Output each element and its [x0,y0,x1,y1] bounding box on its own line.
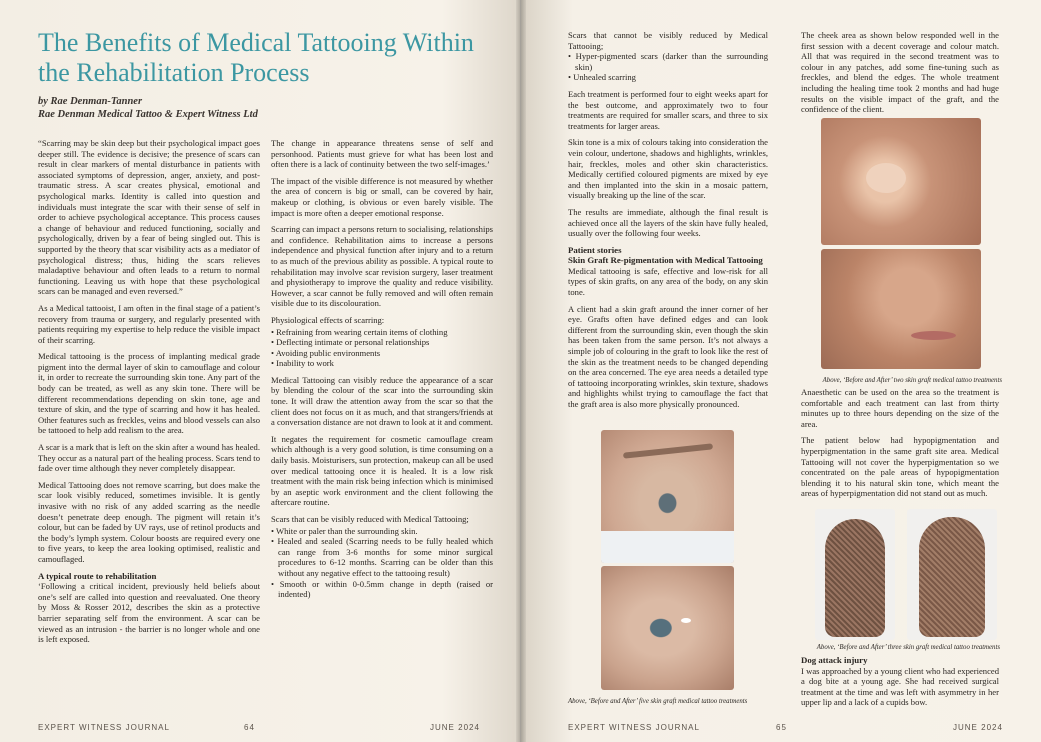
cheek-after-photo [821,249,981,369]
paragraph: “Scarring may be skin deep but their psychological impact goes deeper still. The evidence is decisive; the presence of scars can result in clear markers of mental disturbance in patients with associated symptoms of depression, anger, anxiety, and post-traumatic stress. A scar creates physical, emotional and psychological marks. Identity is called into question and individuals must integrate the scar with their sense of self in order to achieve psychological acceptance. This process causes a change of behaviour and reduced functioning, socially and psychologically, driven by a fear of being singled out. This is supported by the theory that scar visibility acts as a mediator of psychological distress; thus, hiding the scars relieves maladaptive behaviour and often leads to a return to normal functioning. Leaving us with hope that these psychological scars can be managed and even reversed.” [38,138,260,297]
byline [38,95,478,121]
subheading: Skin Graft Re-pigmentation with Medical Tattooing [568,255,763,266]
graft-patch-shape [866,163,906,193]
footer-page-number: 64 [244,723,255,732]
page-65 [521,0,1041,742]
paragraph: The patient below had hypopigmentation and hyperpigmentation in the same graft site area. Medical Tattooing will not cover the hyperpigmentation so we concentrated on the pale areas of hypopigmentation blending it to his natural skin tone, which meant the areas of hyperpigmentation did not stand out as much. [801,435,999,499]
paragraph: Medical tattooing is safe, effective and low-risk for all types of skin grafts, on any area of the body, on any skin tone. [568,265,768,298]
column-4-end [801,655,999,714]
light-reflection-shape [681,618,691,623]
list-item: • Refraining from wearing certain items of clothing [271,327,493,338]
paragraph: Medical Tattooing can visibly reduce the appearance of a scar by blending the colour of the scar into the surrounding skin tone. It will draw the attention away from the scar so that the client does not focus on it as much, and that strangers/friends at a conversation distance are not drawn to look at it and comment. [271,374,493,428]
list-item: • Healed and sealed (Scarring needs to be fully healed which can range from 3-6 months for some minor surgical procedures to 6-12 months. Scarring can be older than this without any negative effect to the tattooing result) [271,536,493,578]
paragraph: It negates the requirement for cosmetic camouflage cream which although is a very good solution, is time consuming on a daily basis. Moisturisers, sun protection, makeup can all be used over medical tattooing once it is healed. It is a low risk treatment with the main risk being infection which is minimised by an aseptic work environment and the client following the aftercare routine. [271,433,493,508]
column-4-continued [801,387,999,505]
paragraph: Scars that can be visibly reduced with Medical Tattooing; [271,514,469,524]
paragraph: Scars that cannot be visibly reduced by Medical Tattooing; [568,30,768,51]
paragraph: Scarring can impact a persons return to socialising, relationships and confidence. Rehabilitation aims to increase a persons independence and physical function after injury and to a return to as much of the previous ability as possible. A typical route to rehabilitation may involve scar revision surgery, laser treatment and physiotherapy to improve the quality and reduce visibility. However, a scar cannot be fully removed and will often remain visible due to its discolouration. [271,224,493,309]
eye-after-photo [601,566,734,690]
page-gutter [516,0,526,742]
list-item: • Deflecting intimate or personal relationships [271,337,493,348]
eye-before-photo [601,430,734,563]
bullet-list [271,327,493,369]
leg-before-photo [815,509,895,640]
paragraph: The cheek area as shown below responded well in the first session with a decent coverage and colour match. All that was required in the second treatment was to colour in any patches, add some fine-tuning such as freckles, and blend the edges. The whole treatment including the healing time took 2 months and had huge results on the visible impact of the graft, and the confidence of the client. [801,30,999,115]
graft-texture-shape [919,517,985,637]
column-3 [568,30,768,416]
list-item: • Avoiding public environments [271,348,493,359]
eyebrow-shape [623,443,713,458]
list-item: • Unhealed scarring [568,72,768,83]
bullet-list [271,526,493,600]
paragraph: Each treatment is performed four to eight weeks apart for the best outcome, and approximately two to four treatments are required for smaller scars, and three to six treatments for larger areas. [568,88,768,131]
paragraph: A client had a skin graft around the inner corner of her eye. Grafts often have defined edges and can look different from the surrounding skin, even though the skin has been taken from the same person. It’s not always a simple job of colouring in the graft to look like the rest of the skin as the treatment needs to be changed depending on the area concerned. The eye area needs a detailed type of tattooing incorporating wrinkles, skin texture, shadows and highlights whilst trying to camouflage the fact that the graft area is also more physically pronounced. [568,303,768,409]
paragraph: A scar is a mark that is left on the skin after a wound has healed. They occur as a natural part of the healing process. Scars tend to fade over time although they never completely disappear. [38,442,260,474]
paragraph: The change in appearance threatens sense of self and personhood. Patients must grieve for what has been lost and often there is a lack of continuity between the two self-images.’ [271,138,493,170]
footer-journal: EXPERT WITNESS JOURNAL [568,723,700,732]
face-mask-shape [601,531,734,563]
column-1 [38,138,260,651]
list-item: • Inability to work [271,358,493,369]
author-company: Rae Denman Medical Tattoo & Expert Witness Ltd [38,109,258,120]
paragraph: Anaesthetic can be used on the area so the treatment is comfortable and each treatment can last from thirty minutes up to three hours depending on the size of the area. [801,387,999,429]
eye-photo-caption: Above, ‘Before and After’ five skin graft medical tattoo treatments [568,698,748,705]
lips-shape [911,331,956,340]
list-item: • Smooth or within 0-0.5mm change in depth (raised or indented) [271,579,493,600]
footer-page-number: 65 [776,723,787,732]
cheek-before-photo [821,118,981,245]
paragraph: I was approached by a young client who had experienced a dog bite at a young age. She had received surgical treatment at the time and was left with asymmetry in her upper lip and a lack of a cupids bow. [801,665,999,708]
paragraph: ‘Following a critical incident, previously held beliefs about one’s self are called into question and reevaluated. One theory by Moss & Rosser 2012, describes the skin as a protective barrier separating self from the environment. A scar can be viewed as an intrusion - the barrier is no longer whole and one is left exposed. [38,581,260,645]
author-name: by Rae Denman-Tanner [38,96,143,107]
section-heading: Patient stories [568,244,622,255]
page-64 [0,0,520,742]
leg-photo-caption: Above, ‘Before and After’ three skin graft medical tattoo treatments [816,644,1000,651]
paragraph: As a Medical tattooist, I am often in the final stage of a patient’s recovery from trauma or surgery, and regularly presented with patients requiring my expertise to help reduce the visible impact of their scarring. [38,302,260,345]
footer-date: JUNE 2024 [953,723,1003,732]
footer-journal: EXPERT WITNESS JOURNAL [38,723,170,732]
list-item: • Hyper-pigmented scars (darker than the surrounding skin) [568,51,768,72]
paragraph: The results are immediate, although the final result is achieved once all the layers of the skin have fully healed, usually over the following four weeks. [568,206,768,239]
cheek-photo-caption: Above, ‘Before and After’ two skin graft medical tattoo treatments [822,377,1002,384]
list-item: • White or paler than the surrounding skin. [271,526,493,537]
paragraph: Medical tattooing is the process of implanting medical grade pigment into the dermal layer of skin to camouflage and colour it, in order to recreate the surrounding skin tone. Any part of the body can be treated, as well as any skin tone. There will be different recommendations depending on skin tone, age and texture of skin, and the type of scarring and how it has healed. Other features such as freckles, veins and blood vessels can also be tattooed to help add realism to the area. [38,351,260,436]
bullet-list [568,51,768,83]
paragraph: Skin tone is a mix of colours taking into consideration the vein colour, undertone, shadows and highlights, wrinkles, hair, freckles, moles and other skin characteristics. Medically certified coloured pigments are mixed by eye and then implanted into the skin in a mosaic pattern, visually breaking up the line of the scar. [568,137,768,201]
leg-after-photo [907,509,997,640]
article-title: The Benefits of Medical Tattooing Within the Rehabilitation Process [38,28,474,87]
footer-date: JUNE 2024 [430,723,480,732]
section-heading: A typical route to rehabilitation [38,570,157,581]
graft-texture-shape [825,519,885,637]
column-2 [271,138,493,606]
column-4 [801,30,999,121]
paragraph: The impact of the visible difference is not measured by whether the area of concern is big or small, can be covered by hair, makeup or clothing, is obvious or even barely visible. The impact is more often a deeper emotional response. [271,175,493,218]
subheading: Dog attack injury [801,655,868,665]
paragraph: Medical Tattooing does not remove scarring, but does make the scar look visibly reduced, sometimes invisible. It is gently invasive with no risk of any added scarring as the needle doesn’t penetrate deep enough. The pigment will retain it’s colour, but can be faded by UV rays, use of retinol products and the body’s lymph system. Colour boosts are required every one to five years, to keep the area looking optimised, realistic and camouflaged. [38,479,260,564]
paragraph: Physiological effects of scarring: [271,314,385,325]
